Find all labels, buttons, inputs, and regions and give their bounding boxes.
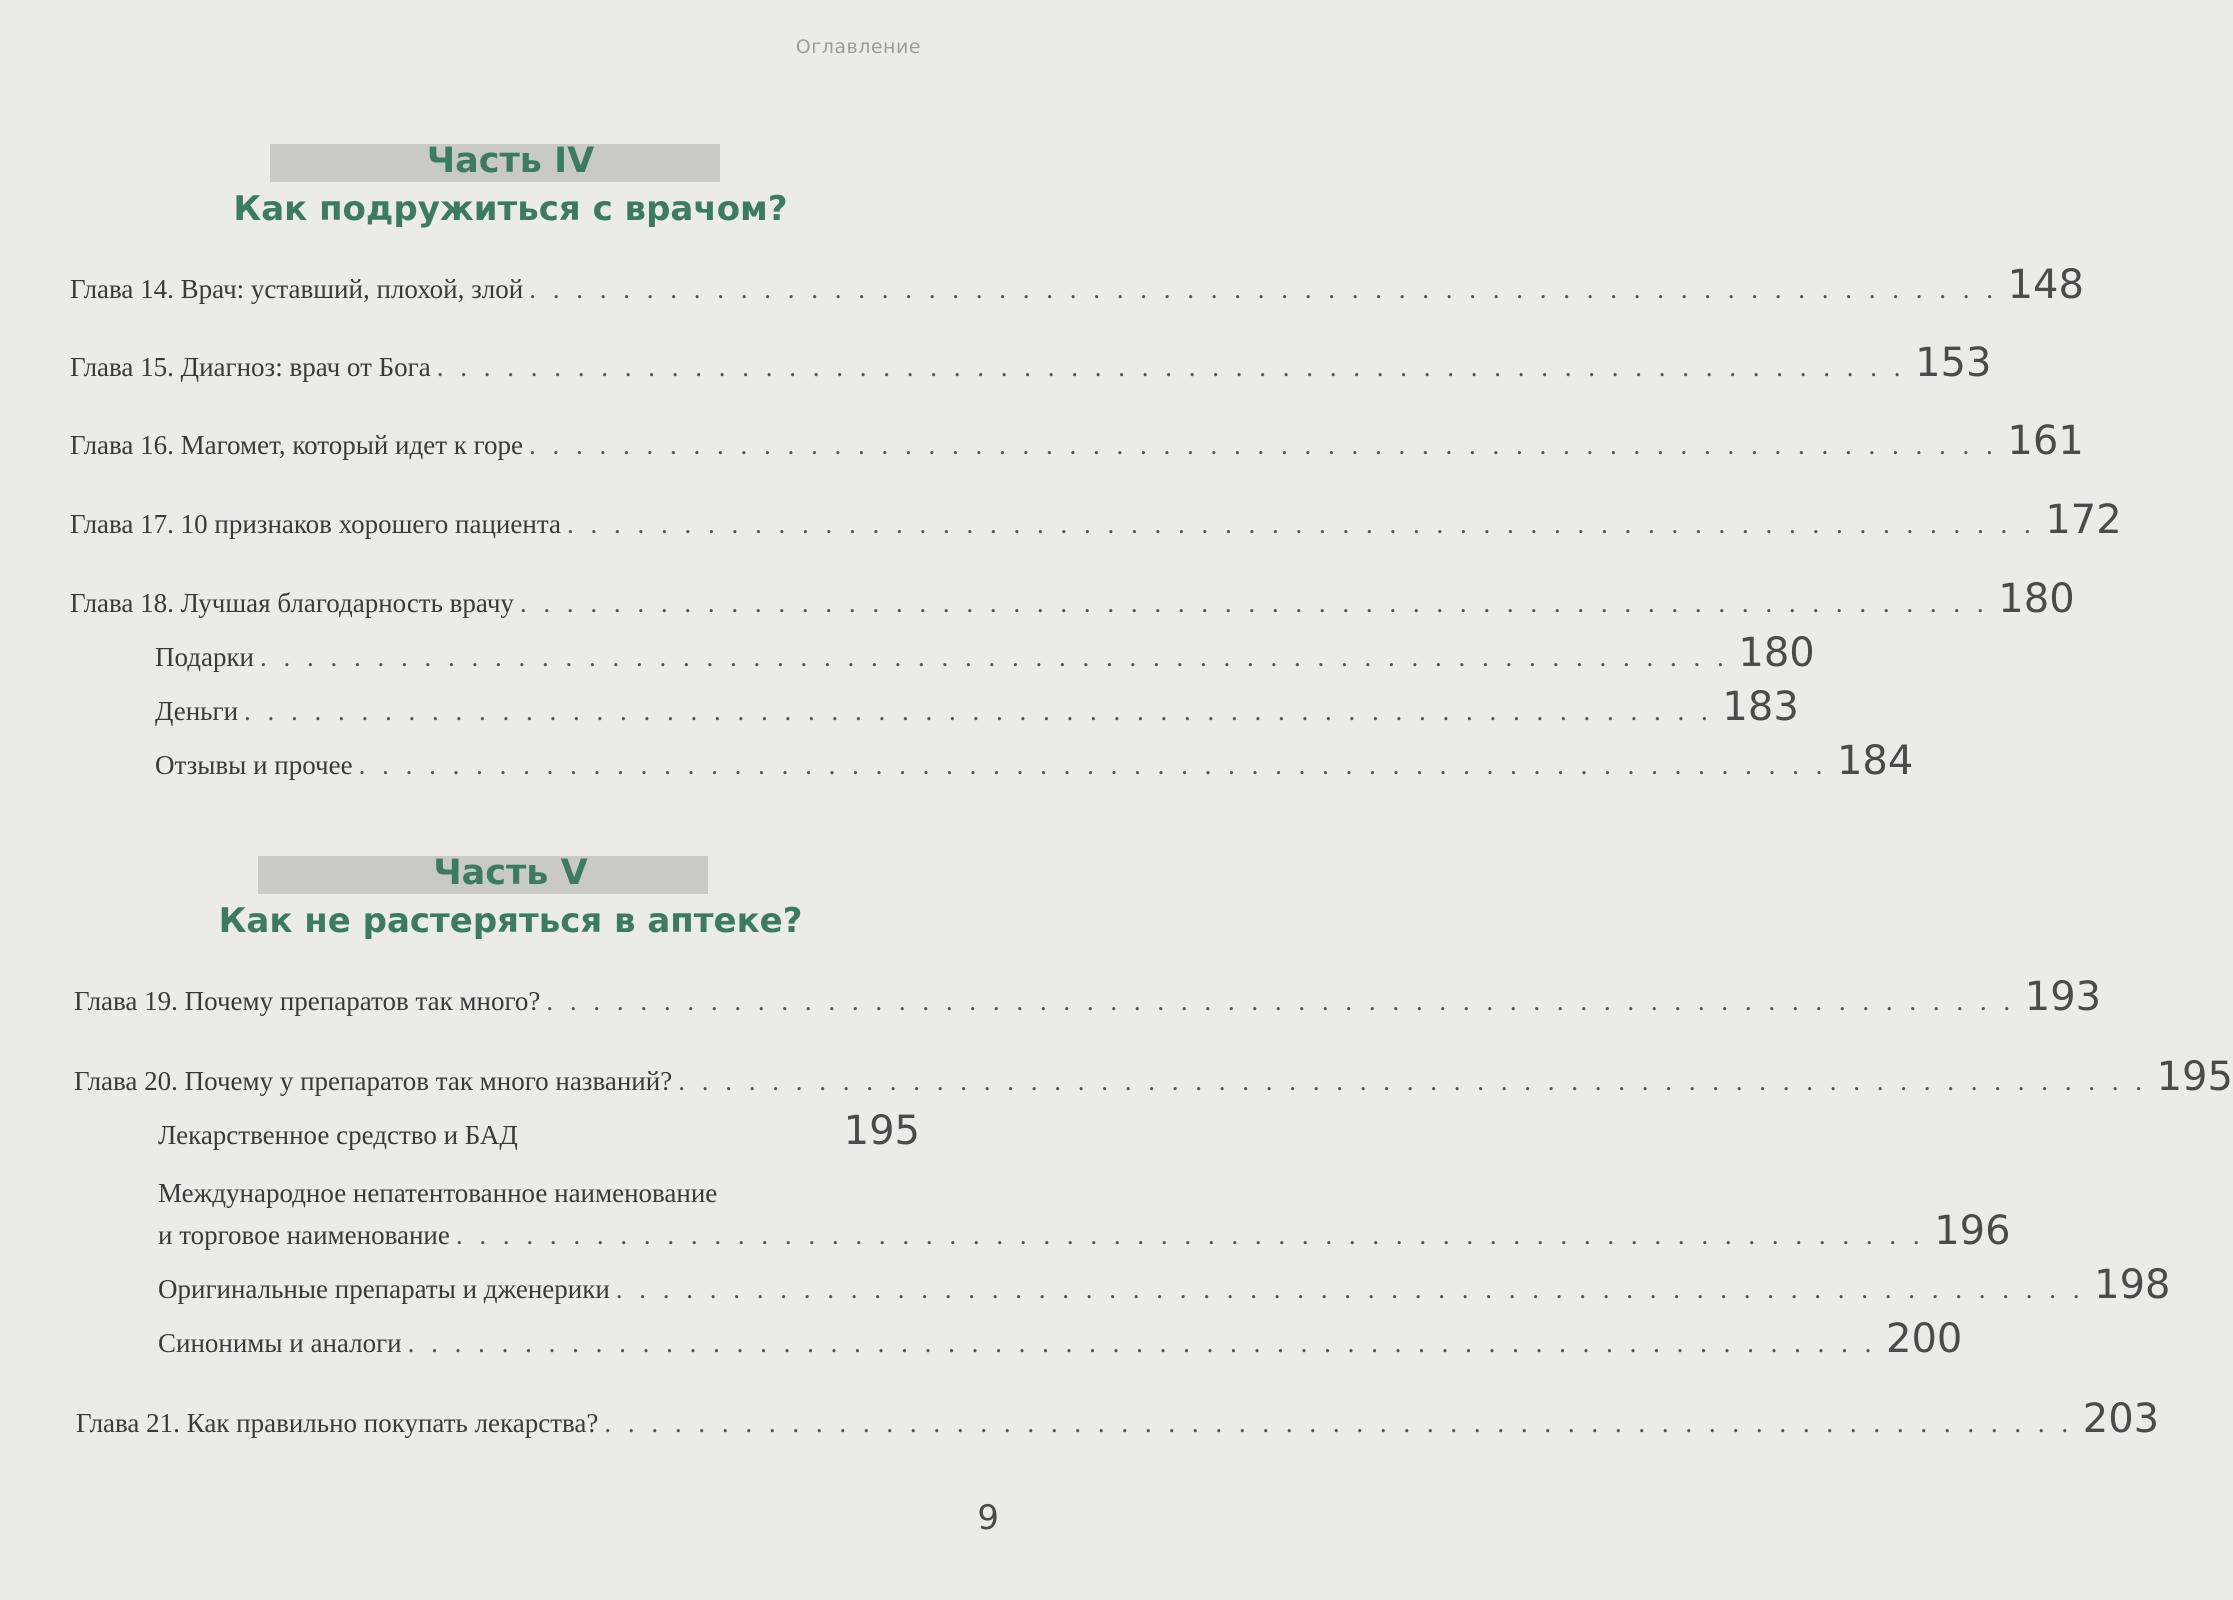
running-head: Оглавление xyxy=(795,36,921,58)
toc-entry-section-drugs-vs-supplements[interactable] xyxy=(158,1108,920,1154)
toc-entry-inn-line-1[interactable]: Международное непатентованное наименование xyxy=(158,1178,718,1208)
toc-entry-title: Глава 19. Почему препаратов так много? xyxy=(74,986,541,1016)
toc-entry-title: Глава 15. Диагноз: врач от Бога xyxy=(70,352,431,382)
part-5-heading xyxy=(0,852,1021,948)
toc-entry-title: Глава 18. Лучшая благодарность врачу xyxy=(70,588,514,618)
leader-dots: . . . . . . . . . . . . . . . . . . . . . . . . . . . . . . . . . . . . . . . . . . . . . . . . . . . . . . . . . . . . . . . xyxy=(407,1328,1877,1358)
part-4-heading xyxy=(0,140,1021,236)
leader-dots: . . . . . . . . . . . . . . . . . . . . . . . . . . . . . . . . . . . . . . . . . . . . . . . . . . . . . . . . . . . . . . . xyxy=(436,352,1906,382)
toc-page-number: 183 xyxy=(1722,684,1799,730)
toc-entry-chapter-14[interactable] xyxy=(70,262,2084,308)
toc-entry-title: Глава 14. Врач: уставший, плохой, злой xyxy=(70,274,524,304)
toc-entry-section-reviews[interactable] xyxy=(155,738,1914,784)
toc-entry-chapter-17[interactable] xyxy=(70,497,2122,543)
toc-page-number: 203 xyxy=(2082,1396,2160,1442)
toc-entry-title: Глава 20. Почему у препаратов так много названий? xyxy=(74,1066,673,1096)
toc-page-number: 193 xyxy=(2024,974,2102,1020)
toc-page-number: 172 xyxy=(2045,497,2122,543)
toc-entry-title: Синонимы и аналоги xyxy=(158,1328,402,1358)
page-number: 9 xyxy=(977,1498,999,1538)
leader-dots: . . . . . . . . . . . . . . . . . . . . . . . . . . . . . . . . . . . . . . . . . . . . . . . . . . . . . . . . . . . . . . . xyxy=(260,642,1729,672)
toc-entry-title: Глава 21. Как правильно покупать лекарства? xyxy=(76,1408,599,1438)
toc-page-number: 180 xyxy=(1738,630,1815,676)
toc-entry-chapter-15[interactable] xyxy=(70,340,1992,386)
leader-dots: . . . . . . . . . . . . . . . . . . . . . . . . . . . . . . . . . . . . . . . . . . . . . . . . . . . . . . . . . . . . . . . xyxy=(546,986,2016,1016)
toc-page-number: 148 xyxy=(2007,262,2084,308)
toc-entry-section-gifts[interactable] xyxy=(155,630,1815,676)
part-4-label: Часть IV xyxy=(426,141,595,181)
part-4-title: Как подружиться с врачом? xyxy=(233,189,788,229)
toc-entry-title: Глава 17. 10 признаков хорошего пациента xyxy=(70,509,561,539)
toc-entry-title: Подарки xyxy=(155,642,255,672)
toc-page-number: 195 xyxy=(843,1108,920,1154)
toc-entry-title: Отзывы и прочее xyxy=(155,750,353,780)
toc-page-number: 153 xyxy=(1915,340,1992,386)
leader-dots: . . . . . . . . . . . . . . . . . . . . . . . . . . . . . . . . . . . . . . . . . . . . . . . . . . . . . . . . . . . . . . . xyxy=(529,430,1998,460)
toc-entry-section-money[interactable] xyxy=(155,684,1799,730)
toc-entry-section-originals-generics[interactable] xyxy=(158,1262,2171,1308)
part-5-title: Как не растеряться в аптеке? xyxy=(218,901,803,941)
toc-entry-chapter-16[interactable] xyxy=(70,418,2084,464)
part-5-label: Часть V xyxy=(433,853,588,893)
toc-entry-title: Лекарственное средство и БАД xyxy=(158,1120,518,1150)
leader-dots: . . . . . . . . . . . . . . . . . . . . . . . . . . . . . . . . . . . . . . . . . . . . . . . . . . . . . . . . . . . . . . . xyxy=(519,588,1989,618)
toc-page-number: 195 xyxy=(2156,1054,2233,1100)
leader-dots: . . . . . . . . . . . . . . . . . . . . . . . . . . . . . . . . . . . . . . . . . . . . . . . . . . . . . . . . . . . . . . . xyxy=(358,750,1828,780)
toc-entry-title: Деньги xyxy=(155,696,239,726)
toc-page-number: 196 xyxy=(1934,1208,2011,1254)
toc-entry-chapter-21[interactable] xyxy=(76,1396,2160,1442)
leader-dots: . . . . . . . . . . . . . . . . . . . . . . . . . . . . . . . . . . . . . . . . . . . . . . . . . . . . . . . . . . . . . . . xyxy=(244,696,1713,726)
leader-dots: . . . . . . . . . . . . . . . . . . . . . . . . . . . . . . . . . . . . . . . . . . . . . . . . . . . . . . . . . . . . . . . xyxy=(566,509,2036,539)
toc-entry-chapter-18[interactable] xyxy=(70,576,2075,622)
toc-page-number: 198 xyxy=(2094,1262,2171,1308)
leader-dots: . . . . . . . . . . . . . . . . . . . . . . . . . . . . . . . . . . . . . . . . . . . . . . . . . . . . . . . . . . . . . . . xyxy=(678,1066,2147,1096)
toc-entry-chapter-19[interactable] xyxy=(74,974,2102,1020)
toc-page-number: 200 xyxy=(1886,1316,1963,1362)
toc-entry-section-synonyms-analogs[interactable] xyxy=(158,1316,1963,1362)
leader-dots: . . . . . . . . . . . . . . . . . . . . . . . . . . . . . . . . . . . . . . . . . . . . . . . . . . . . . . . . . . . . . . . xyxy=(615,1274,2085,1304)
toc-entry-chapter-20[interactable] xyxy=(74,1054,2233,1100)
leader-dots: . . . . . . . . . . . . . . . . . . . . . . . . . . . . . . . . . . . . . . . . . . . . . . . . . . . . . . . . . . . . . . . xyxy=(604,1408,2074,1438)
toc-entry-title: Глава 16. Магомет, который идет к горе xyxy=(70,430,524,460)
toc-page-number: 180 xyxy=(1998,576,2075,622)
toc-page-number: 184 xyxy=(1836,738,1914,784)
toc-entry-section-inn[interactable] xyxy=(158,1208,2011,1254)
leader-dots: . . . . . . . . . . . . . . . . . . . . . . . . . . . . . . . . . . . . . . . . . . . . . . . . . . . . . . . . . . . . . . . xyxy=(529,274,1998,304)
toc-entry-title: и торговое наименование xyxy=(158,1220,450,1250)
toc-page-number: 161 xyxy=(2007,418,2084,464)
toc-entry-title: Оригинальные препараты и дженерики xyxy=(158,1274,610,1304)
leader-dots: . . . . . . . . . . . . . . . . . . . . . . . . . . . . . . . . . . . . . . . . . . . . . . . . . . . . . . . . . . . . . . . xyxy=(455,1220,1925,1250)
